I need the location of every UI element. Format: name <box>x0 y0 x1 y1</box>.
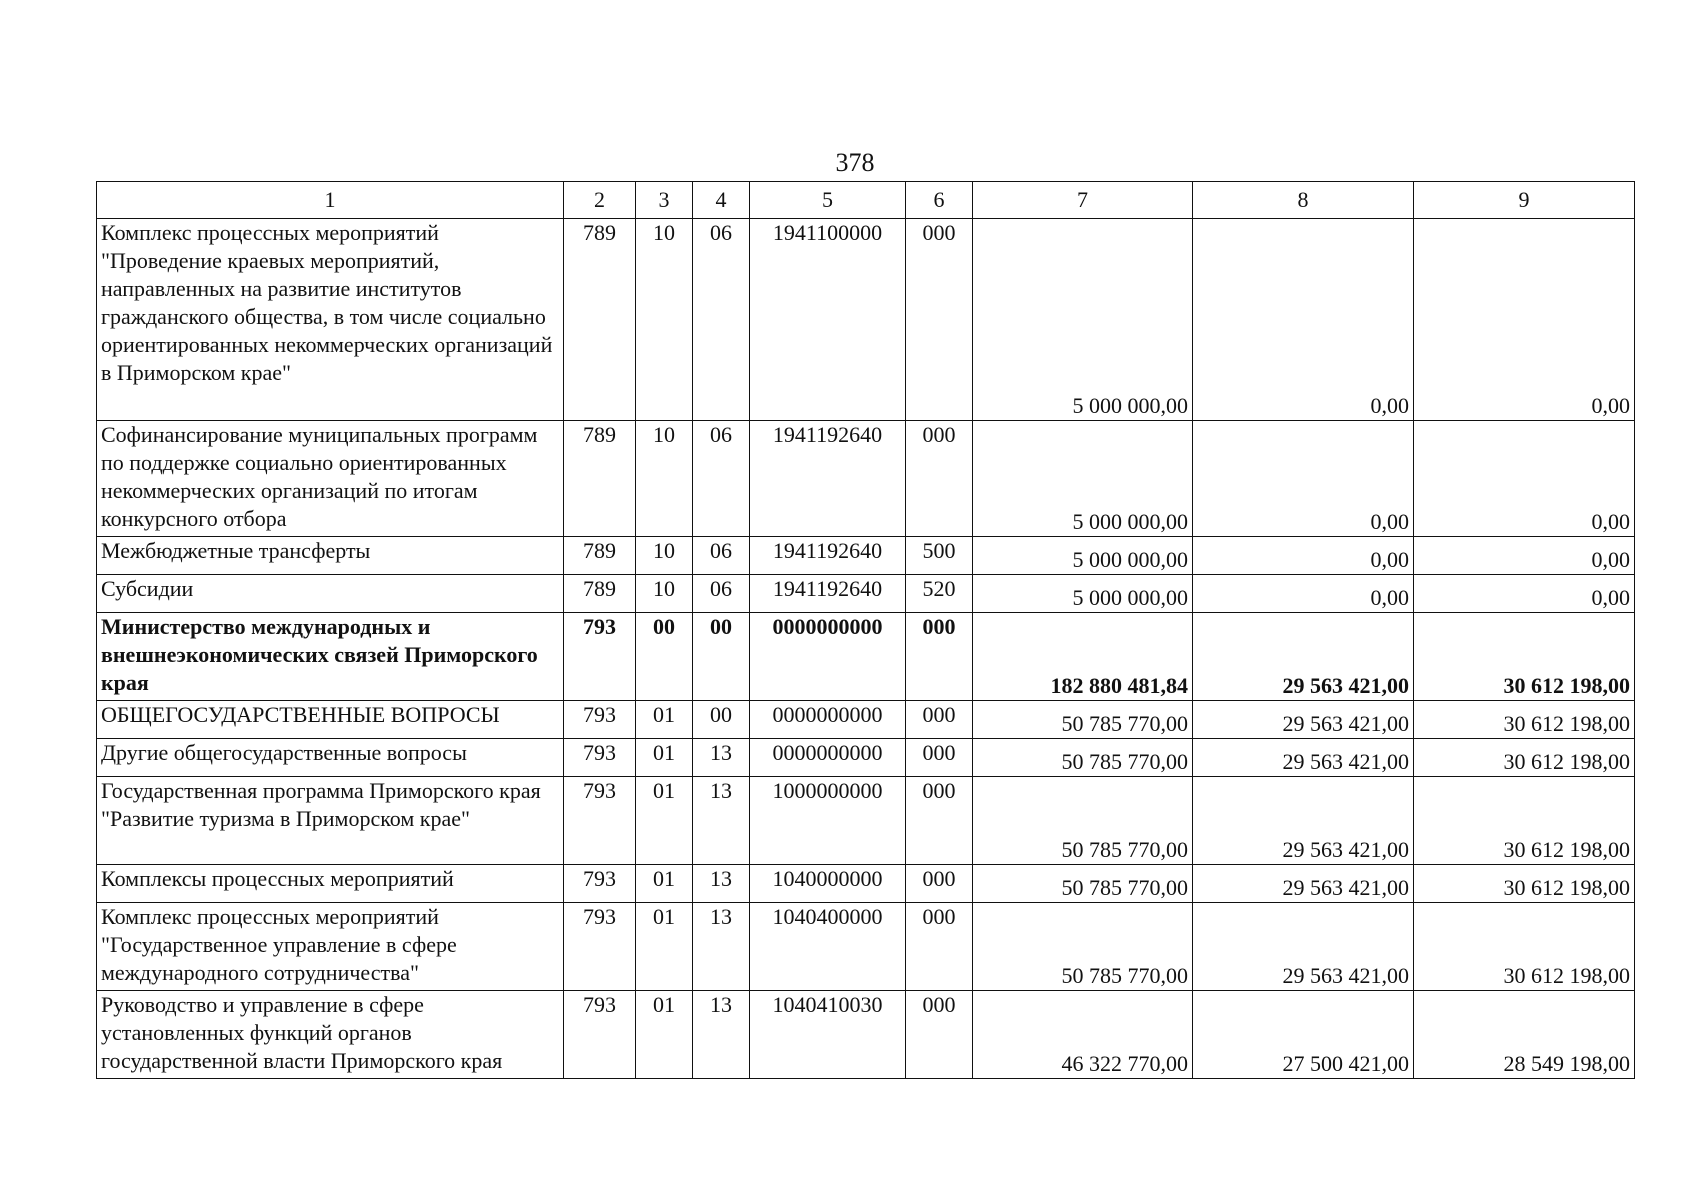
row-amount-8: 27 500 421,00 <box>1193 991 1414 1079</box>
row-code-2: 793 <box>564 903 636 991</box>
row-code-5: 0000000000 <box>750 613 906 701</box>
table-row <box>97 991 1635 1079</box>
row-amount-8: 0,00 <box>1193 575 1414 613</box>
table-row <box>97 575 1635 613</box>
row-code-5: 1941100000 <box>750 219 906 421</box>
budget-table <box>96 181 1635 1079</box>
row-code-3: 10 <box>636 537 693 575</box>
row-code-4: 13 <box>693 903 750 991</box>
row-code-3: 00 <box>636 613 693 701</box>
row-code-4: 06 <box>693 421 750 537</box>
row-name: Софинансирование муниципальных программ по поддержке социально ориентированных некоммерческих организаций по итогам конкурсного отбора <box>97 421 564 537</box>
row-code-3: 10 <box>636 219 693 421</box>
row-amount-9: 30 612 198,00 <box>1414 777 1635 865</box>
row-code-3: 01 <box>636 739 693 777</box>
row-amount-9: 28 549 198,00 <box>1414 991 1635 1079</box>
table-row <box>97 903 1635 991</box>
table-row <box>97 421 1635 537</box>
table-row <box>97 537 1635 575</box>
row-code-5: 1941192640 <box>750 537 906 575</box>
row-code-3: 01 <box>636 991 693 1079</box>
row-code-6: 000 <box>906 991 973 1079</box>
row-name: Министерство международных и внешнеэкономических связей Приморского края <box>97 613 564 701</box>
table-row <box>97 739 1635 777</box>
row-amount-7: 5 000 000,00 <box>973 537 1193 575</box>
row-code-3: 01 <box>636 903 693 991</box>
row-code-4: 13 <box>693 739 750 777</box>
row-amount-8: 0,00 <box>1193 421 1414 537</box>
header-cell: 8 <box>1193 182 1414 219</box>
row-amount-8: 0,00 <box>1193 219 1414 421</box>
row-code-4: 13 <box>693 991 750 1079</box>
table-row <box>97 777 1635 865</box>
row-name: Комплексы процессных мероприятий <box>97 865 564 903</box>
header-cell: 2 <box>564 182 636 219</box>
row-amount-9: 0,00 <box>1414 575 1635 613</box>
row-code-5: 1941192640 <box>750 421 906 537</box>
row-code-4: 06 <box>693 537 750 575</box>
row-amount-7: 5 000 000,00 <box>973 575 1193 613</box>
page-number: 378 <box>835 148 875 177</box>
table-row <box>97 613 1635 701</box>
row-amount-8: 29 563 421,00 <box>1193 903 1414 991</box>
row-name: Комплекс процессных мероприятий "Проведение краевых мероприятий, направленных на развитие институтов гражданского общества, в том числе социально ориентированных некоммерческих организаций в Приморском крае" <box>97 219 564 421</box>
row-amount-9: 30 612 198,00 <box>1414 701 1635 739</box>
row-code-5: 1941192640 <box>750 575 906 613</box>
row-code-3: 01 <box>636 777 693 865</box>
row-name: Комплекс процессных мероприятий "Государственное управление в сфере международного сотрудничества" <box>97 903 564 991</box>
row-code-4: 13 <box>693 865 750 903</box>
row-name: Руководство и управление в сфере установленных функций органов государственной власти Приморского края <box>97 991 564 1079</box>
row-code-2: 789 <box>564 575 636 613</box>
row-code-6: 000 <box>906 777 973 865</box>
row-code-6: 000 <box>906 613 973 701</box>
row-code-6: 000 <box>906 421 973 537</box>
row-amount-7: 50 785 770,00 <box>973 777 1193 865</box>
row-amount-9: 0,00 <box>1414 219 1635 421</box>
row-code-6: 000 <box>906 739 973 777</box>
table-row <box>97 865 1635 903</box>
header-row <box>97 182 1635 219</box>
row-amount-9: 30 612 198,00 <box>1414 865 1635 903</box>
row-code-2: 789 <box>564 537 636 575</box>
row-code-4: 06 <box>693 219 750 421</box>
row-code-2: 793 <box>564 865 636 903</box>
row-code-4: 13 <box>693 777 750 865</box>
row-code-2: 793 <box>564 739 636 777</box>
table-row <box>97 219 1635 421</box>
row-code-2: 789 <box>564 219 636 421</box>
row-code-2: 793 <box>564 991 636 1079</box>
row-amount-8: 29 563 421,00 <box>1193 739 1414 777</box>
row-name: Межбюджетные трансферты <box>97 537 564 575</box>
row-amount-7: 50 785 770,00 <box>973 739 1193 777</box>
row-amount-7: 50 785 770,00 <box>973 865 1193 903</box>
row-amount-7: 46 322 770,00 <box>973 991 1193 1079</box>
row-code-4: 00 <box>693 613 750 701</box>
header-cell: 9 <box>1414 182 1635 219</box>
row-code-4: 00 <box>693 701 750 739</box>
row-code-5: 0000000000 <box>750 701 906 739</box>
row-amount-7: 5 000 000,00 <box>973 421 1193 537</box>
row-code-5: 0000000000 <box>750 739 906 777</box>
row-code-6: 000 <box>906 865 973 903</box>
row-code-5: 1040400000 <box>750 903 906 991</box>
header-cell: 6 <box>906 182 973 219</box>
row-code-5: 1040410030 <box>750 991 906 1079</box>
row-code-2: 793 <box>564 613 636 701</box>
header-cell: 3 <box>636 182 693 219</box>
row-amount-8: 29 563 421,00 <box>1193 613 1414 701</box>
row-code-3: 10 <box>636 575 693 613</box>
row-amount-8: 29 563 421,00 <box>1193 865 1414 903</box>
row-name: Субсидии <box>97 575 564 613</box>
row-name: Государственная программа Приморского края "Развитие туризма в Приморском крае" <box>97 777 564 865</box>
header-cell: 7 <box>973 182 1193 219</box>
row-code-2: 793 <box>564 777 636 865</box>
row-amount-7: 182 880 481,84 <box>973 613 1193 701</box>
row-amount-8: 29 563 421,00 <box>1193 777 1414 865</box>
row-code-6: 500 <box>906 537 973 575</box>
row-amount-7: 50 785 770,00 <box>973 903 1193 991</box>
header-cell: 1 <box>97 182 564 219</box>
table-row <box>97 701 1635 739</box>
header-cell: 5 <box>750 182 906 219</box>
row-amount-9: 30 612 198,00 <box>1414 903 1635 991</box>
row-code-4: 06 <box>693 575 750 613</box>
row-name: Другие общегосударственные вопросы <box>97 739 564 777</box>
row-name: ОБЩЕГОСУДАРСТВЕННЫЕ ВОПРОСЫ <box>97 701 564 739</box>
row-code-6: 000 <box>906 219 973 421</box>
row-amount-7: 50 785 770,00 <box>973 701 1193 739</box>
row-code-5: 1040000000 <box>750 865 906 903</box>
row-code-6: 520 <box>906 575 973 613</box>
row-amount-9: 30 612 198,00 <box>1414 613 1635 701</box>
row-code-6: 000 <box>906 903 973 991</box>
row-amount-8: 29 563 421,00 <box>1193 701 1414 739</box>
header-cell: 4 <box>693 182 750 219</box>
row-code-2: 793 <box>564 701 636 739</box>
row-code-6: 000 <box>906 701 973 739</box>
row-amount-7: 5 000 000,00 <box>973 219 1193 421</box>
row-amount-9: 0,00 <box>1414 537 1635 575</box>
row-code-5: 1000000000 <box>750 777 906 865</box>
row-amount-9: 0,00 <box>1414 421 1635 537</box>
row-code-3: 01 <box>636 701 693 739</box>
row-amount-8: 0,00 <box>1193 537 1414 575</box>
row-code-3: 10 <box>636 421 693 537</box>
row-code-2: 789 <box>564 421 636 537</box>
row-amount-9: 30 612 198,00 <box>1414 739 1635 777</box>
row-code-3: 01 <box>636 865 693 903</box>
